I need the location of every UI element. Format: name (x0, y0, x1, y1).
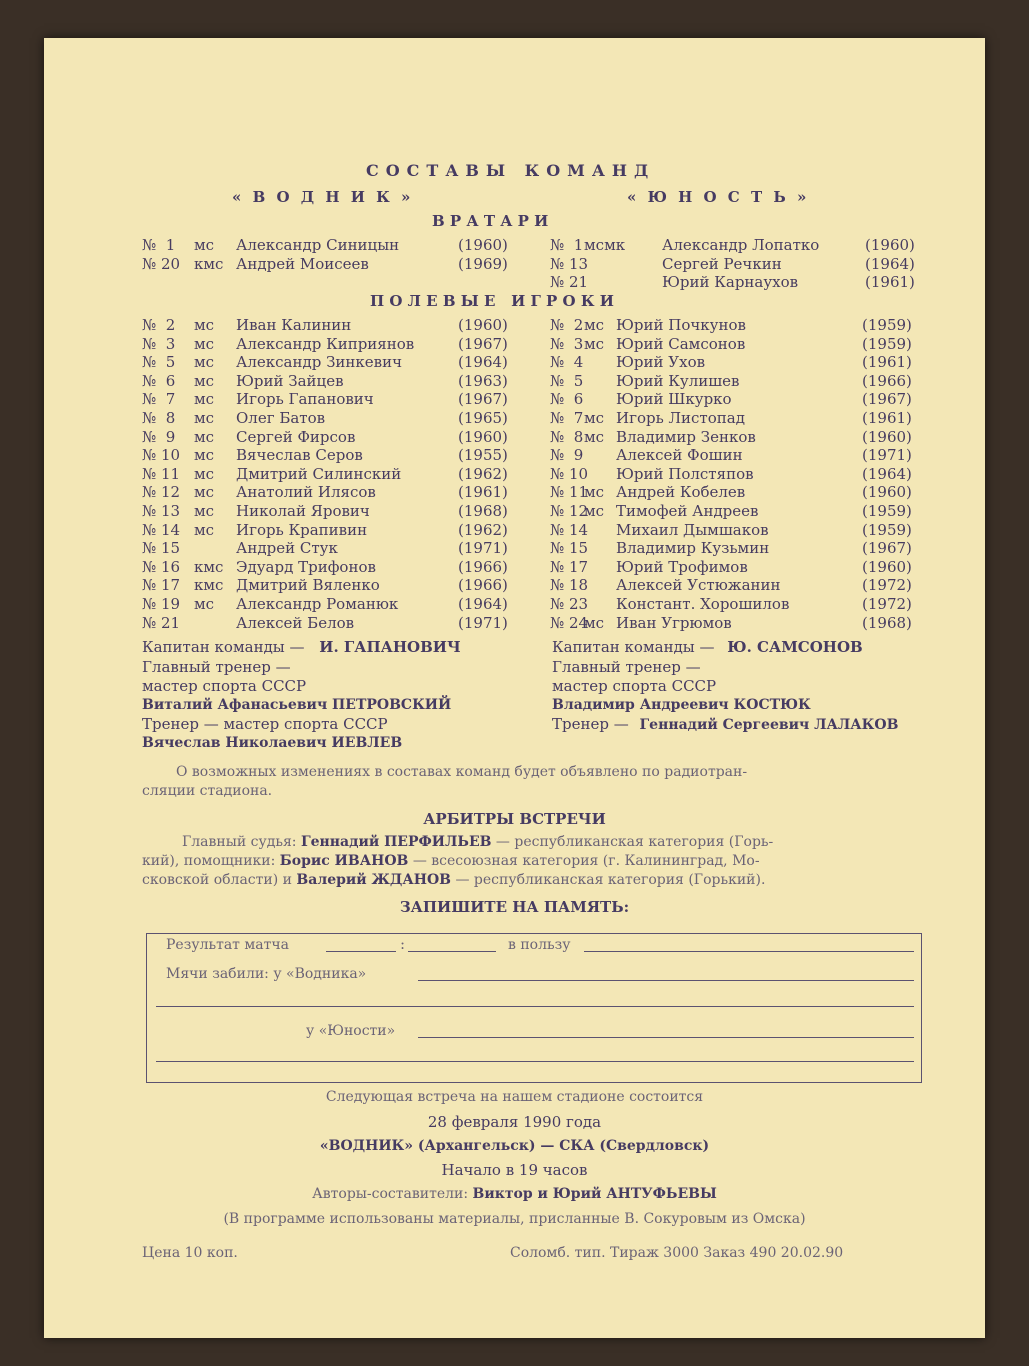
player-rank: мс (194, 334, 215, 353)
program-page (44, 38, 985, 1338)
player-year: (1959) (862, 520, 912, 539)
player-row (550, 614, 930, 632)
player-name: Алексей Фошин (616, 446, 743, 465)
player-name: Юрий Самсонов (616, 334, 746, 353)
player-number: № 5 (142, 353, 176, 372)
player-year: (1967) (862, 390, 912, 409)
player-row (142, 465, 522, 483)
player-name: Владимир Кузьмин (616, 539, 770, 558)
player-year: (1968) (458, 502, 508, 520)
player-number: № 8 (142, 409, 176, 427)
assistant-referee-1-name: Борис ИВАНОВ (279, 853, 409, 869)
trainer-right (552, 715, 898, 734)
referees-line-1-c: — республиканская категория (Горь- (495, 834, 774, 850)
team-right-title: « Ю Н О С Т Ь » (627, 188, 810, 206)
player-row (142, 316, 522, 334)
trainer-right-label: Тренер — (552, 715, 629, 733)
referees-line-3 (142, 871, 765, 889)
player-name: Юрий Полстяпов (616, 464, 754, 483)
materials-credit: (В программе использованы материалы, присланные В. Сокуровым из Омска) (223, 1211, 806, 1227)
player-year: (1968) (862, 613, 912, 632)
result-colon: : (400, 935, 406, 953)
player-name: Юрий Шкурко (616, 390, 732, 409)
coach-right-name: Владимир Андреевич КОСТЮК (552, 697, 811, 713)
player-rank: мс (194, 316, 215, 334)
captain-left (142, 638, 461, 656)
player-number: № 10 (142, 446, 181, 465)
player-year: (1963) (458, 371, 508, 390)
player-row (550, 372, 930, 390)
player-row (550, 273, 930, 291)
player-number: № 16 (142, 557, 181, 576)
player-number: № 23 (550, 595, 589, 613)
player-rank: мс (194, 502, 215, 520)
player-row (550, 255, 930, 273)
player-number: № 18 (550, 576, 589, 595)
player-year: (1967) (458, 390, 508, 409)
player-row (142, 558, 522, 576)
player-name: Дмитрий Вяленко (236, 576, 380, 595)
player-row (142, 255, 522, 273)
player-rank: мс (584, 427, 605, 446)
player-name: Игорь Листопад (616, 409, 745, 427)
player-row (550, 390, 930, 408)
player-number: № 9 (550, 446, 584, 465)
player-row (550, 353, 930, 371)
authors-label: Авторы-составители: (312, 1186, 469, 1202)
player-number: № 21 (142, 613, 181, 632)
player-row (142, 335, 522, 353)
player-row (142, 539, 522, 557)
scored-yunost-line-2[interactable] (156, 1061, 914, 1062)
player-rank: мс (584, 316, 605, 334)
player-year: (1971) (458, 539, 508, 558)
player-year: (1960) (458, 316, 508, 334)
player-year: (1961) (865, 273, 915, 291)
player-year: (1959) (862, 502, 912, 520)
scored-vodnik-line-2[interactable] (156, 1006, 914, 1007)
player-name: Иван Калинин (236, 316, 352, 334)
player-number: № 2 (142, 316, 176, 334)
player-year: (1964) (865, 254, 915, 273)
player-row (550, 316, 930, 334)
player-rank: мс (194, 446, 215, 465)
player-name: Олег Батов (236, 409, 326, 427)
print-info: Соломб. тип. Тираж 3000 Заказ 490 20.02.90 (510, 1245, 844, 1261)
referees-line-3-c: — республиканская категория (Горький). (455, 872, 766, 888)
player-row (550, 446, 930, 464)
player-name: Андрей Кобелев (616, 483, 746, 502)
player-rank: мс (194, 464, 215, 483)
player-year: (1955) (458, 446, 508, 465)
player-row (142, 353, 522, 371)
player-year: (1965) (458, 409, 508, 427)
result-score-left-line[interactable] (326, 951, 396, 952)
coach-right-title: мастер спорта СССР (552, 677, 717, 695)
player-row (142, 614, 522, 632)
player-row (550, 502, 930, 520)
player-number: № 12 (142, 483, 181, 502)
player-year: (1967) (458, 334, 508, 353)
memo-title: ЗАПИШИТЕ НА ПАМЯТЬ: (399, 898, 630, 916)
player-row (550, 558, 930, 576)
player-number: № 14 (550, 520, 589, 539)
referees-title: АРБИТРЫ ВСТРЕЧИ (423, 810, 606, 828)
next-match-text: Следующая встреча на нашем стадионе состоится (325, 1089, 704, 1105)
player-name: Анатолий Илясов (236, 483, 376, 502)
player-number: № 4 (550, 353, 584, 372)
player-name: Юрий Ухов (616, 353, 706, 372)
player-number: № 12 (550, 502, 589, 520)
player-number: № 21 (550, 273, 589, 291)
player-year: (1960) (865, 236, 915, 254)
player-rank: мс (194, 236, 215, 254)
player-rank: мс (194, 520, 215, 539)
player-name: Александр Лопатко (662, 236, 820, 254)
player-row (550, 409, 930, 427)
result-label: Результат матча (166, 937, 289, 953)
player-year: (1964) (458, 353, 508, 372)
player-year: (1961) (458, 483, 508, 502)
player-number: № 19 (142, 595, 181, 613)
player-name: Констант. Хорошилов (616, 595, 790, 613)
player-rank: кмс (194, 557, 224, 576)
player-rank: мс (194, 390, 215, 409)
player-row (142, 372, 522, 390)
player-year: (1964) (458, 595, 508, 613)
scored-yunost-line-1[interactable] (418, 1037, 914, 1038)
player-name: Михаил Дымшаков (616, 520, 769, 539)
player-rank: мс (194, 353, 215, 372)
player-row (550, 428, 930, 446)
in-favor-line[interactable] (584, 951, 914, 952)
player-rank: мс (584, 502, 605, 520)
referees-line-1 (182, 833, 773, 851)
player-year: (1961) (862, 353, 912, 372)
player-rank: мс (584, 483, 605, 502)
player-year: (1964) (862, 464, 912, 483)
player-year: (1960) (458, 236, 508, 254)
player-year: (1971) (458, 613, 508, 632)
player-number: № 11 (550, 483, 589, 502)
coach-right-label: Главный тренер — (552, 658, 701, 676)
player-rank: кмс (194, 576, 224, 595)
player-name: Александр Синицын (236, 236, 400, 254)
player-rank: кмс (194, 255, 224, 273)
player-name: Андрей Моисеев (236, 255, 369, 273)
notice-line-1: О возможных изменениях в составах команд будет объявлено по радиотран- (176, 764, 748, 780)
player-number: № 13 (550, 254, 589, 273)
player-name: Юрий Почкунов (616, 316, 746, 334)
referees-line-2 (142, 852, 760, 870)
notice-line-2: сляции стадиона. (142, 783, 273, 799)
player-year: (1966) (862, 371, 912, 390)
player-rank: мс (194, 371, 215, 390)
player-name: Юрий Карнаухов (662, 273, 799, 291)
player-name: Иван Угрюмов (616, 613, 732, 632)
player-rank: мс (584, 409, 605, 427)
player-rank: мс (194, 409, 215, 427)
player-rank: мс (194, 595, 215, 613)
captain-right-label: Капитан команды — (552, 638, 715, 656)
referees-line-1-a: Главный судья: (182, 834, 297, 850)
captain-left-name: И. ГАПАНОВИЧ (319, 638, 461, 656)
goalkeepers-heading: В Р А Т А Р И (432, 212, 549, 230)
coach-left-title: мастер спорта СССР (142, 677, 307, 695)
player-number: № 7 (550, 409, 584, 427)
player-name: Эдуард Трифонов (236, 557, 376, 576)
coach-left-label: Главный тренер — (142, 658, 291, 676)
player-number: № 3 (142, 334, 176, 353)
result-score-right-line[interactable] (408, 951, 496, 952)
player-year: (1961) (862, 409, 912, 427)
player-year: (1969) (458, 255, 508, 273)
player-number: № 9 (142, 427, 176, 446)
player-name: Юрий Зайцев (236, 371, 344, 390)
player-number: № 24 (550, 613, 589, 632)
player-year: (1962) (458, 464, 508, 483)
player-name: Дмитрий Силинский (236, 464, 402, 483)
coach-left-name: Виталий Афанасьевич ПЕТРОВСКИЙ (142, 697, 452, 713)
player-row (142, 483, 522, 501)
price-text: Цена 10 коп. (142, 1245, 238, 1261)
player-row (142, 521, 522, 539)
player-name: Сергей Речкин (662, 254, 782, 273)
player-row (142, 576, 522, 594)
player-number: № 7 (142, 390, 176, 409)
field-players-heading: П О Л Е В Ы Е И Г Р О К И (370, 292, 614, 310)
player-name: Николай Ярович (236, 502, 370, 520)
player-name: Владимир Зенков (616, 427, 756, 446)
player-year: (1960) (862, 483, 912, 502)
player-number: № 15 (550, 539, 589, 558)
player-number: № 6 (550, 390, 584, 409)
player-number: № 8 (550, 427, 584, 446)
page-title: СОСТАВЫ КОМАНД (366, 161, 656, 180)
player-name: Тимофей Андреев (616, 502, 759, 520)
scored-vodnik-line-1[interactable] (418, 980, 914, 981)
player-number: № 11 (142, 464, 181, 483)
player-row (550, 521, 930, 539)
player-number: № 14 (142, 520, 181, 539)
player-year: (1966) (458, 557, 508, 576)
player-year: (1960) (862, 427, 912, 446)
trainer-left-label: Тренер — мастер спорта СССР (142, 715, 388, 733)
player-row (142, 236, 522, 254)
team-left-title: « В О Д Н И К » (232, 188, 414, 206)
player-name: Андрей Стук (236, 539, 338, 558)
player-year: (1966) (458, 576, 508, 595)
player-rank: мс (584, 334, 605, 353)
referees-line-2-c: — всесоюзная категория (г. Калининград, Мо- (412, 853, 760, 869)
player-number: № 20 (142, 255, 181, 273)
player-rank: мс (194, 483, 215, 502)
trainer-left-name: Вячеслав Николаевич ИЕВЛЕВ (142, 735, 403, 751)
authors-names: Виктор и Юрий АНТУФЬЕВЫ (472, 1186, 717, 1202)
referees-line-2-a: кий), помощники: (142, 853, 276, 869)
player-rank: мс (194, 427, 215, 446)
player-year: (1971) (862, 446, 912, 465)
player-year: (1959) (862, 334, 912, 353)
player-number: № 15 (142, 539, 181, 558)
player-number: № 17 (142, 576, 181, 595)
player-name: Алексей Устюжанин (616, 576, 781, 595)
next-match-date: 28 февраля 1990 года (427, 1113, 602, 1131)
player-number: № 13 (142, 502, 181, 520)
player-row (142, 502, 522, 520)
player-row (142, 428, 522, 446)
referees-line-3-a: сковской области) и (142, 872, 292, 888)
player-row (550, 576, 930, 594)
player-number: № 5 (550, 371, 584, 390)
player-number: № 2 (550, 316, 584, 334)
player-row (550, 595, 930, 613)
player-year: (1960) (862, 557, 912, 576)
in-favor-label: в пользу (508, 937, 571, 953)
player-year: (1962) (458, 520, 508, 539)
player-row (550, 335, 930, 353)
authors-line (44, 1185, 985, 1203)
player-name: Вячеслав Серов (236, 446, 363, 465)
chief-referee-name: Геннадий ПЕРФИЛЬЕВ (300, 834, 492, 850)
next-match-teams: «ВОДНИК» (Архангельск) — СКА (Свердловск) (319, 1138, 710, 1154)
player-rank: мс (584, 613, 605, 632)
player-name: Игорь Крапивин (236, 520, 368, 539)
player-row (550, 465, 930, 483)
player-number: № 6 (142, 371, 176, 390)
next-match-start: Начало в 19 часов (441, 1161, 588, 1179)
player-name: Юрий Трофимов (616, 557, 748, 576)
player-name: Алексей Белов (236, 613, 355, 632)
player-number: № 10 (550, 464, 589, 483)
captain-right-name: Ю. САМСОНОВ (727, 638, 863, 656)
player-row (550, 539, 930, 557)
scored-yunost-label: у «Юности» (306, 1023, 396, 1039)
player-row (142, 446, 522, 464)
player-row (550, 236, 930, 254)
player-year: (1967) (862, 539, 912, 558)
player-year: (1960) (458, 427, 508, 446)
player-rank: мсмк (584, 236, 626, 254)
assistant-referee-2-name: Валерий ЖДАНОВ (296, 872, 452, 888)
captain-left-label: Капитан команды — (142, 638, 305, 656)
player-number: № 3 (550, 334, 584, 353)
player-row (142, 595, 522, 613)
player-name: Игорь Гапанович (236, 390, 374, 409)
scored-vodnik-label: Мячи забили: у «Водника» (166, 966, 367, 982)
player-name: Александр Романюк (236, 595, 399, 613)
player-number: № 17 (550, 557, 589, 576)
player-number: № 1 (142, 236, 176, 254)
player-number: № 1 (550, 236, 584, 254)
player-name: Сергей Фирсов (236, 427, 356, 446)
captain-right (552, 638, 863, 656)
player-row (142, 390, 522, 408)
trainer-right-name: Геннадий Сергеевич ЛАЛАКОВ (639, 717, 899, 733)
player-name: Александр Киприянов (236, 334, 415, 353)
player-year: (1972) (862, 576, 912, 595)
player-name: Юрий Кулишев (616, 371, 740, 390)
player-year: (1959) (862, 316, 912, 334)
player-row (142, 409, 522, 427)
player-name: Александр Зинкевич (236, 353, 403, 372)
player-year: (1972) (862, 595, 912, 613)
player-row (550, 483, 930, 501)
